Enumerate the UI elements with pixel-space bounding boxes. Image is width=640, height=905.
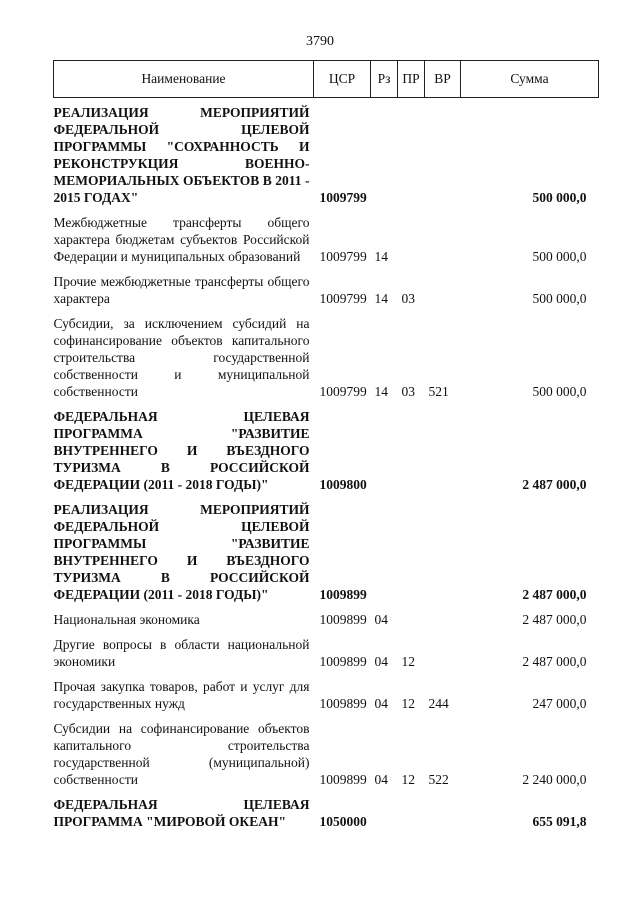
row-csr: 1009899 xyxy=(319,772,367,787)
row-name: Другие вопросы в области национальной экономики xyxy=(53,637,310,669)
table-row xyxy=(54,404,599,497)
row-name: Субсидии на софинансирование объектов капитального строительства государственной (муниципальной) собственности xyxy=(53,721,310,787)
row-vr xyxy=(425,792,461,834)
table-row xyxy=(54,311,599,404)
row-sum: 2 487 000,0 xyxy=(522,587,587,602)
row-vr xyxy=(425,269,461,311)
row-vr: 522 xyxy=(428,772,449,787)
row-rz xyxy=(371,404,398,497)
header-name: Наименование xyxy=(54,61,314,98)
row-sum: 247 000,0 xyxy=(532,696,587,711)
row-vr xyxy=(425,404,461,497)
row-csr: 1009899 xyxy=(319,587,367,602)
row-vr xyxy=(425,607,461,632)
row-pr: 12 xyxy=(401,772,415,787)
row-pr xyxy=(398,404,425,497)
row-sum: 2 240 000,0 xyxy=(522,772,587,787)
row-csr: 1009799 xyxy=(319,190,367,205)
budget-table xyxy=(53,60,598,834)
row-rz: 04 xyxy=(374,654,388,669)
header-vr: ВР xyxy=(425,61,461,98)
row-pr xyxy=(398,210,425,269)
row-csr: 1009799 xyxy=(319,249,367,264)
row-name: Межбюджетные трансферты общего характера бюджетам субъектов Российской Федерации и муниципальных образований xyxy=(53,215,310,264)
row-pr xyxy=(398,98,425,211)
row-name: Национальная экономика xyxy=(53,612,200,627)
row-rz: 04 xyxy=(374,772,388,787)
row-vr xyxy=(425,632,461,674)
row-csr: 1009899 xyxy=(319,612,367,627)
row-name: Прочие межбюджетные трансферты общего характера xyxy=(53,274,310,306)
row-name: РЕАЛИЗАЦИЯ МЕРОПРИЯТИЙ ФЕДЕРАЛЬНОЙ ЦЕЛЕВОЙ ПРОГРАММЫ "РАЗВИТИЕ ВНУТРЕННЕГО И ВЪЕЗДНОГО ТУРИЗМА В РОССИЙСКОЙ ФЕДЕРАЦИИ (2011 - 2018 ГОДЫ)" xyxy=(53,502,310,602)
row-pr: 03 xyxy=(401,384,415,399)
row-vr xyxy=(425,98,461,211)
header-sum: Сумма xyxy=(461,61,599,98)
table-header xyxy=(54,61,599,98)
row-vr xyxy=(425,497,461,607)
header-csr: ЦСР xyxy=(314,61,371,98)
table-row xyxy=(54,210,599,269)
row-csr: 1009899 xyxy=(319,696,367,711)
header-rz: Рз xyxy=(371,61,398,98)
row-rz: 14 xyxy=(374,249,388,264)
row-rz xyxy=(371,792,398,834)
row-csr: 1050000 xyxy=(319,814,367,829)
header-pr: ПР xyxy=(398,61,425,98)
row-pr: 03 xyxy=(401,291,415,306)
row-sum: 655 091,8 xyxy=(532,814,587,829)
row-sum: 500 000,0 xyxy=(532,249,587,264)
row-rz xyxy=(371,98,398,211)
row-sum: 500 000,0 xyxy=(532,190,587,205)
row-sum: 500 000,0 xyxy=(532,291,587,306)
row-pr: 12 xyxy=(401,696,415,711)
row-vr xyxy=(425,210,461,269)
row-csr: 1009799 xyxy=(319,291,367,306)
row-rz xyxy=(371,497,398,607)
row-rz: 04 xyxy=(374,696,388,711)
row-rz: 14 xyxy=(374,291,388,306)
row-csr: 1009800 xyxy=(319,477,367,492)
row-sum: 500 000,0 xyxy=(532,384,587,399)
table-row xyxy=(54,792,599,834)
table-body xyxy=(54,98,599,835)
row-name: ФЕДЕРАЛЬНАЯ ЦЕЛЕВАЯ ПРОГРАММА "РАЗВИТИЕ ВНУТРЕННЕГО И ВЪЕЗДНОГО ТУРИЗМА В РОССИЙСКОЙ ФЕДЕРАЦИИ (2011 - 2018 ГОДЫ)" xyxy=(53,409,310,492)
table-row xyxy=(54,716,599,792)
table-row xyxy=(54,607,599,632)
row-name: Субсидии, за исключением субсидий на софинансирование объектов капитального строительства государственной собственности и муниципальной собственности xyxy=(53,316,310,399)
table-row xyxy=(54,98,599,211)
row-vr: 521 xyxy=(428,384,449,399)
row-csr: 1009799 xyxy=(319,384,367,399)
row-name: РЕАЛИЗАЦИЯ МЕРОПРИЯТИЙ ФЕДЕРАЛЬНОЙ ЦЕЛЕВОЙ ПРОГРАММЫ "СОХРАННОСТЬ И РЕКОНСТРУКЦИЯ ВОЕННО-МЕМОРИАЛЬНЫХ ОБЪЕКТОВ В 2011 - 2015 ГОДАХ" xyxy=(53,105,310,205)
row-pr xyxy=(398,792,425,834)
row-sum: 2 487 000,0 xyxy=(522,654,587,669)
table-row xyxy=(54,632,599,674)
page-number: 3790 xyxy=(306,34,334,49)
row-sum: 2 487 000,0 xyxy=(522,477,587,492)
row-name: ФЕДЕРАЛЬНАЯ ЦЕЛЕВАЯ ПРОГРАММА "МИРОВОЙ ОКЕАН" xyxy=(53,797,310,829)
table-row xyxy=(54,674,599,716)
row-rz: 14 xyxy=(374,384,388,399)
row-pr xyxy=(398,497,425,607)
row-vr: 244 xyxy=(428,696,449,711)
row-pr: 12 xyxy=(401,654,415,669)
table-row xyxy=(54,269,599,311)
row-sum: 2 487 000,0 xyxy=(522,612,587,627)
table-row xyxy=(54,497,599,607)
row-csr: 1009899 xyxy=(319,654,367,669)
row-name: Прочая закупка товаров, работ и услуг для государственных нужд xyxy=(53,679,310,711)
row-rz: 04 xyxy=(374,612,388,627)
row-pr xyxy=(398,607,425,632)
